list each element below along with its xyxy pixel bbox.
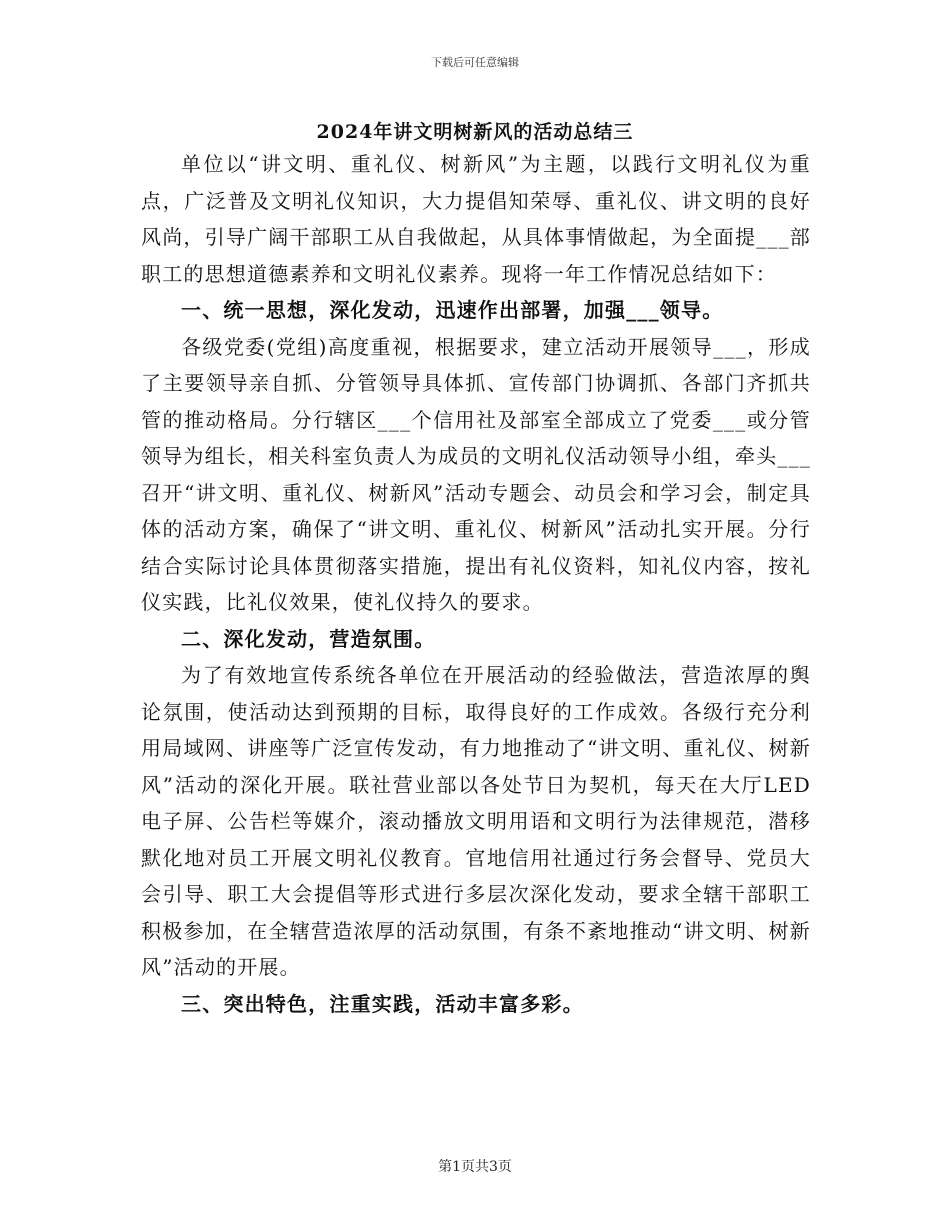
page-number: 第1页共3页 — [438, 1159, 512, 1175]
header-note: 下载后可任意编辑 — [431, 56, 519, 69]
section-2-paragraph: 为了有效地宣传系统各单位在开展活动的经验做法，营造浓厚的舆论氛围，使活动达到预期的目标，取得良好的工作成效。各级行充分利用局域网、讲座等广泛宣传发动，有力地推动了“讲文明、重礼仪、树新风”活动的深化开展。联社营业部以各处节日为契机，每天在大厅LED电子屏、公告栏等媒介，滚动播放文明用语和文明行为法律规范，潜移默化地对员工开展文明礼仪教育。官地信用社通过行务会督导、党员大会引导、职工大会提倡等形式进行多层次深化发动，要求全辖干部职工积极参加，在全辖营造浓厚的活动氛围，有条不紊地推动“讲文明、树新风”活动的开展。 — [141, 663, 811, 979]
intro-paragraph: 单位以“讲文明、重礼仪、树新风”为主题，以践行文明礼仪为重点，广泛普及文明礼仪知识，大力提倡知荣辱、重礼仪、讲文明的良好风尚，引导广阔干部职工从自我做起，从具体事情做起，为全面提___部职工的思想道德素养和文明礼仪素养。现将一年工作情况总结如下： — [141, 152, 811, 286]
section-heading-1: 一、统一思想，深化发动，迅速作出部署，加强___领导。 — [181, 298, 724, 322]
section-1-paragraph: 各级党委(党组)高度重视，根据要求，建立活动开展领导___，形成了主要领导亲自抓、分管领导具体抓、宣传部门协调抓、各部门齐抓共管的推动格局。分行辖区___个信用社及部室全部成立了党委___或分管领导为组长，相关科室负责人为成员的文明礼仪活动领导小组，牵头___召开“讲文明、重礼仪、树新风”活动专题会、动员会和学习会，制定具体的活动方案，确保了“讲文明、重礼仪、树新风”活动扎实开展。分行结合实际讨论具体贯彻落实措施，提出有礼仪资料，知礼仪内容，按礼仪实践，比礼仪效果，使礼仪持久的要求。 — [141, 334, 811, 614]
section-heading-2: 二、深化发动，营造氛围。 — [181, 626, 436, 651]
document-body — [141, 146, 811, 1022]
section-heading-3: 三、突出特色，注重实践，活动丰富多彩。 — [181, 991, 584, 1016]
document-title: 2024年讲文明树新风的活动总结三 — [316, 121, 634, 143]
